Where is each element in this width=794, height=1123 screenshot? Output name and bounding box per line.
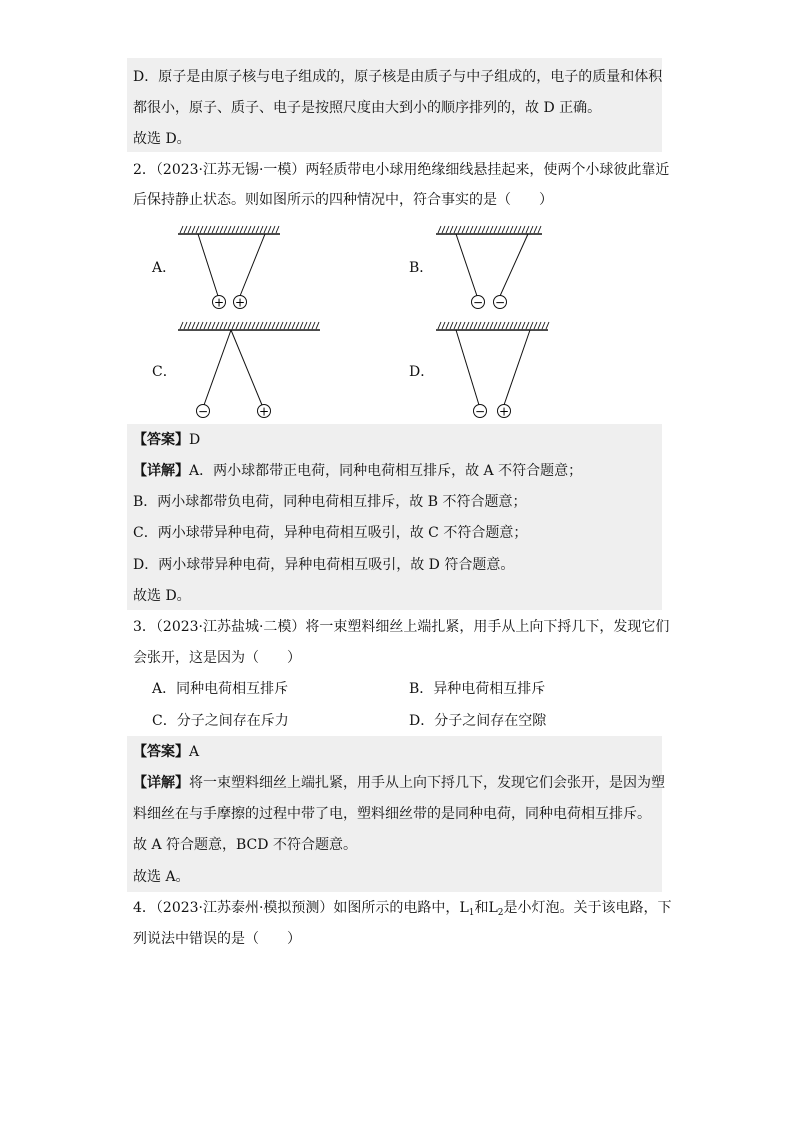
figure-a-label: A． [152, 260, 177, 276]
detail-text: A．两小球都带正电荷，同种电荷相互排斥，故 A 不符合题意； [189, 463, 583, 479]
figure-b-label: B． [409, 260, 434, 276]
ball-right [258, 405, 271, 419]
ball-left-sign: + [213, 295, 225, 310]
q3-choose: 故选 A。 [133, 869, 190, 885]
answer-value: D [189, 432, 201, 448]
answer-tag: 【答案】 [133, 432, 189, 448]
lamp-l2: $L_2$ [488, 900, 504, 918]
figure-b [428, 222, 548, 317]
q3-answer [133, 742, 199, 762]
ball-right [234, 296, 247, 310]
detail-text: 将一束塑料细丝上端扎紧，用手从上向下捋几下，发现它们会张开，是因为塑 [189, 775, 665, 791]
ceiling-hatch-ticks [180, 322, 319, 329]
q1-option-d-line1: D．原子是由原子核与电子组成的，原子核是由质子与中子组成的，电子的质量和体积 [133, 69, 663, 85]
answer-value: A [189, 744, 200, 760]
ceiling-hatch-ticks [180, 226, 279, 233]
ceiling-hatch-ticks [438, 226, 541, 233]
solution-band-q2 [127, 424, 662, 610]
q3-option-c: C．分子之间存在斥力 [152, 713, 289, 729]
q4-stem-line1 [133, 898, 672, 923]
ball-right-sign: − [494, 295, 506, 310]
q4-and: 和 [474, 900, 489, 916]
answer-tag: 【答案】 [133, 744, 189, 760]
q3-detail-2: 料细丝在与手摩擦的过程中带了电，塑料细丝带的是同种电荷，同种电荷相互排斥。 [133, 806, 651, 822]
q2-detail-d: D．两小球带异种电荷，异种电荷相互吸引，故 D 符合题意。 [133, 557, 515, 573]
ball-left-sign: − [474, 404, 486, 419]
q3-stem-line2: 会张开，这是因为（ ） [133, 650, 301, 666]
ball-left-sign: − [472, 295, 484, 310]
q3-option-a: A．同种电荷相互排斥 [152, 681, 289, 697]
thread-left [204, 330, 231, 405]
q3-detail-1 [133, 773, 665, 793]
thread-left [456, 234, 477, 296]
q3-option-d: D．分子之间存在空隙 [409, 713, 547, 729]
ball-left [472, 296, 485, 310]
q3-option-b: B．异种电荷相互排斥 [409, 681, 546, 697]
thread-right [231, 330, 262, 405]
ball-left [474, 405, 487, 419]
q2-detail-a [133, 461, 582, 481]
figure-c-label: C． [152, 364, 177, 380]
q2-detail-c: C．两小球带异种电荷，异种电荷相互吸引，故 C 不符合题意； [133, 525, 528, 541]
detail-tag: 【详解】 [133, 463, 189, 479]
thread-left [456, 330, 479, 405]
ball-right [494, 296, 507, 310]
q2-stem-line1: 2．（2023·江苏无锡·一模）两轻质带电小球用绝缘细线悬挂起来，使两个小球彼此靠近 [133, 162, 670, 178]
thread-right [240, 234, 265, 296]
ball-left [213, 296, 226, 310]
q2-choose: 故选 D。 [133, 588, 191, 604]
thread-right [504, 330, 530, 405]
figure-a [170, 222, 290, 317]
figure-d [428, 318, 558, 423]
figure-c [170, 318, 330, 423]
q1-option-d-line2: 都很小，原子、质子、电子是按照尺度由大到小的顺序排列的，故 D 正确。 [133, 100, 602, 116]
q2-detail-b: B．两小球都带负电荷，同种电荷相互排斥，故 B 不符合题意； [133, 494, 527, 510]
q4-stem-line2: 列说法中错误的是（ ） [133, 931, 301, 947]
detail-tag: 【详解】 [133, 775, 189, 791]
ball-right-sign: + [234, 295, 246, 310]
ball-right-sign: + [258, 404, 270, 419]
q3-detail-3: 故 A 符合题意，BCD 不符合题意。 [133, 837, 357, 853]
thread-right [500, 234, 528, 296]
ball-left [197, 405, 210, 419]
figure-d-label: D． [409, 364, 435, 380]
ball-right [498, 405, 511, 419]
ball-left-sign: − [197, 404, 209, 419]
ceiling-hatch-ticks [438, 322, 549, 329]
q2-answer [133, 430, 200, 450]
q4-suffix: 是小灯泡。关于该电路，下 [503, 900, 672, 916]
q4-prefix: 4．（2023·江苏泰州·模拟预测）如图所示的电路中， [133, 900, 460, 916]
lamp-l1: $L_1$ [459, 900, 475, 918]
q2-stem-line2: 后保持静止状态。则如图所示的四种情况中，符合事实的是（ ） [133, 192, 553, 208]
thread-left [198, 234, 218, 296]
q1-choose: 故选 D。 [133, 131, 191, 147]
q3-stem-line1: 3．（2023·江苏盐城·二模）将一束塑料细丝上端扎紧，用手从上向下捋几下，发现它们 [133, 619, 670, 635]
ball-right-sign: + [498, 404, 510, 419]
